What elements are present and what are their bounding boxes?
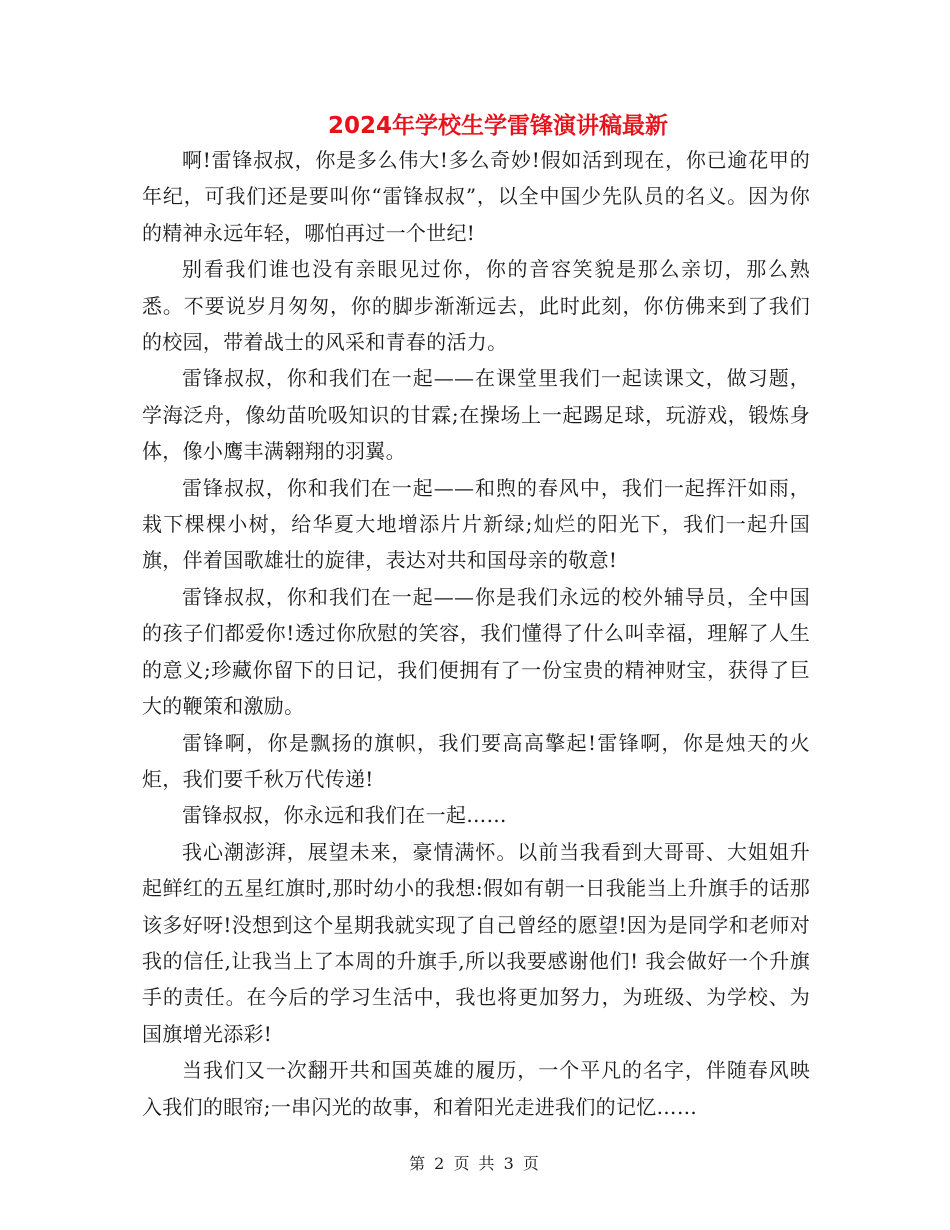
document-title: 2024年学校生学雷锋演讲稿最新 [327, 113, 668, 139]
paragraph: 雷锋啊，你是飘扬的旗帜，我们要高高擎起!雷锋啊，你是烛天的火炬，我们要千秋万代传递! [142, 730, 810, 791]
paragraph: 雷锋叔叔，你和我们在一起——你是我们永远的校外辅导员，全中国的孩子们都爱你!透过你欣慰的笑容，我们懂得了什么叫幸福，理解了人生的意义;珍藏你留下的日记，我们便拥有了一份宝贵的精神财宝，获得了巨大的鞭策和激励。 [142, 584, 810, 719]
paragraph: 雷锋叔叔，你永远和我们在一起…… [182, 803, 507, 828]
paragraph: 当我们又一次翻开共和国英雄的履历，一个平凡的名字，伴随春风映入我们的眼帘;一串闪光的故事，和着阳光走进我们的记忆…… [142, 1058, 810, 1119]
paragraph: 别看我们谁也没有亲眼见过你，你的音容笑貌是那么亲切，那么熟悉。不要说岁月匆匆，你的脚步渐渐远去，此时此刻，你仿佛来到了我们的校园，带着战士的风采和青春的活力。 [142, 257, 810, 355]
paragraph: 雷锋叔叔，你和我们在一起——在课堂里我们一起读课文，做习题，学海泛舟，像幼苗吮吸知识的甘霖;在操场上一起踢足球，玩游戏，锻炼身体，像小鹰丰满翱翔的羽翼。 [142, 366, 810, 464]
paragraph: 我心潮澎湃，展望未来，豪情满怀。以前当我看到大哥哥、大姐姐升起鲜红的五星红旗时,那时幼小的我想:假如有朝一日我能当上升旗手的话那该多好呀!没想到这个星期我就实现了自己曾经的愿望!因为是同学和老师对我的信任,让我当上了本周的升旗手,所以我要感谢他们! 我会做好一个升旗手的责任。在今后的学习生活中，我也将更加努力，为班级、为学校、为国旗增光添彩! [142, 839, 810, 1046]
page-number-footer: 第 2 页 共 3 页 [409, 1154, 541, 1173]
paragraph: 雷锋叔叔，你和我们在一起——和煦的春风中，我们一起挥汗如雨，栽下棵棵小树，给华夏大地增添片片新绿;灿烂的阳光下，我们一起升国旗，伴着国歌雄壮的旋律，表达对共和国母亲的敬意! [142, 475, 810, 573]
document-body [142, 142, 810, 1125]
paragraph: 啊!雷锋叔叔，你是多么伟大!多么奇妙!假如活到现在，你已逾花甲的年纪，可我们还是要叫你“雷锋叔叔”，以全中国少先队员的名义。因为你的精神永远年轻，哪怕再过一个世纪! [142, 148, 810, 245]
